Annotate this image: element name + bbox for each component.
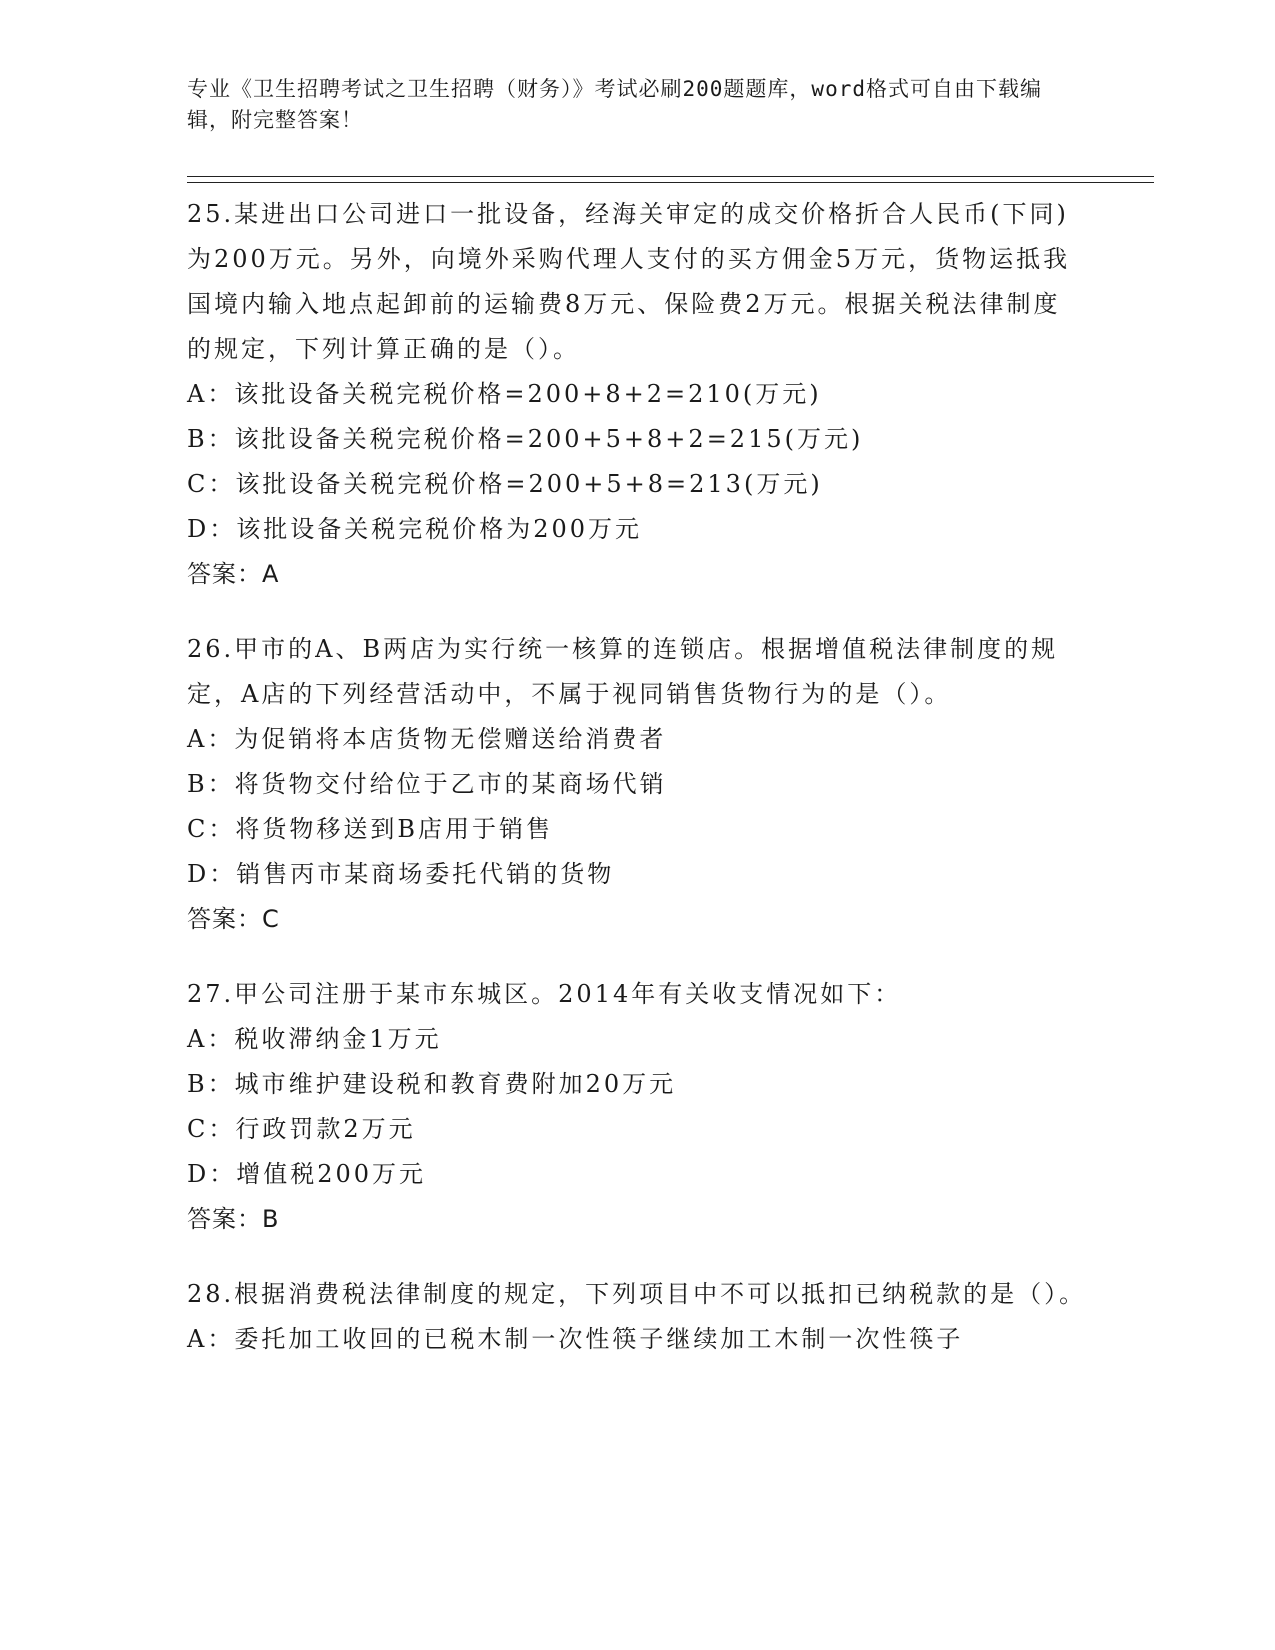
option-d: D：增值税200万元 [187, 1160, 427, 1188]
option-a: A：委托加工收回的已税木制一次性筷子继续加工木制一次性筷子 [187, 1325, 964, 1353]
question-stem: 26.甲市的A、B两店为实行统一核算的连锁店。根据增值税法律制度的规定，A店的下列经营活动中，不属于视同销售货物行为的是（）。 [187, 635, 1059, 708]
question-list [187, 190, 1087, 1390]
option-d: D：销售丙市某商场委托代销的货物 [187, 860, 615, 888]
question-27 [187, 970, 1087, 1242]
option-c: C：该批设备关税完税价格=200+5+8=213(万元) [187, 470, 823, 498]
header-divider-bottom [187, 182, 1154, 183]
option-a: A：该批设备关税完税价格=200+8+2=210(万元) [187, 380, 822, 408]
question-26 [187, 625, 1087, 942]
option-a: A：税收滞纳金1万元 [187, 1025, 442, 1053]
question-28 [187, 1270, 1087, 1362]
option-a: A：为促销将本店货物无偿赠送给消费者 [187, 725, 667, 753]
header-divider-top [187, 176, 1154, 177]
option-c: C：将货物移送到B店用于销售 [187, 815, 553, 843]
question-stem: 27.甲公司注册于某市东城区。2014年有关收支情况如下： [187, 980, 902, 1008]
question-stem: 28.根据消费税法律制度的规定，下列项目中不可以抵扣已纳税款的是（）。 [187, 1280, 1087, 1308]
option-b: B：该批设备关税完税价格=200+5+8+2=215(万元) [187, 425, 864, 453]
option-b: B：城市维护建设税和教育费附加20万元 [187, 1070, 677, 1098]
option-d: D：该批设备关税完税价格为200万元 [187, 515, 643, 543]
question-stem: 25.某进出口公司进口一批设备，经海关审定的成交价格折合人民币(下同)为200万元。另外，向境外采购代理人支付的买方佣金5万元，货物运抵我国境内输入地点起卸前的运输费8万元、保险费2万元。根据关税法律制度的规定，下列计算正确的是（）。 [187, 200, 1071, 363]
answer-line: 答案：B [187, 1205, 280, 1233]
answer-line: 答案：C [187, 905, 280, 933]
answer-line: 答案：A [187, 560, 280, 588]
option-b: B：将货物交付给位于乙市的某商场代销 [187, 770, 667, 798]
option-c: C：行政罚款2万元 [187, 1115, 416, 1143]
question-25 [187, 190, 1087, 597]
document-header: 专业《卫生招聘考试之卫生招聘（财务）》考试必刷200题题库，word格式可自由下载编辑，附完整答案！ [187, 77, 1042, 132]
